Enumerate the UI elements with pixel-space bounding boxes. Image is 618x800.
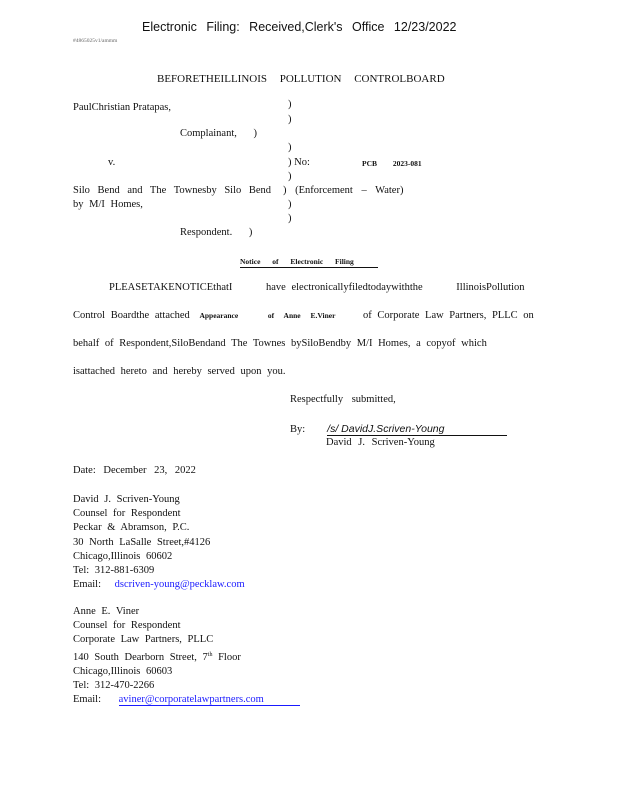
complainant-name: PaulChristian Pratapas, (73, 102, 171, 113)
counsel-address (73, 648, 300, 665)
complainant-label: Complainant, ) (180, 128, 257, 139)
caption-paren: ) (288, 99, 292, 110)
versus-label: v. (108, 157, 116, 168)
body-text: of Corporate Law Partners, PLLC on (363, 310, 534, 321)
counsel-role: Counsel for Respondent (73, 620, 181, 632)
caption-paren: ) (288, 213, 292, 224)
counsel-firm: Corporate Law Partners, PLLC (73, 634, 214, 646)
caption-paren: ) (288, 199, 292, 210)
counsel-role: Counsel for Respondent (73, 508, 181, 520)
counsel-name: Anne E. Viner (73, 606, 140, 617)
counsel-block-2 (73, 605, 300, 707)
body-line-3: behalf of Respondent,SiloBendand The Townes bySiloBendby M/I Homes, a copyof which (73, 338, 487, 349)
address-text: Floor (212, 651, 241, 663)
ordinal-suffix: th (207, 651, 213, 658)
notice-title: Notice of Electronic Filing (240, 257, 378, 268)
filing-stamp: Electronic Filing: Received,Clerk's Office 12/23/2022 (142, 20, 457, 34)
address-text: 140 South Dearborn Street, 7 (73, 651, 208, 663)
board-heading: BEFORETHEILLINOIS POLLUTION CONTROLBOARD (157, 73, 445, 85)
email-label: Email: (73, 694, 101, 706)
caption-paren: ) (288, 171, 292, 182)
document-id: #4865025v1/ammm (73, 38, 118, 44)
counsel-address: 30 North LaSalle Street,#4126 (73, 536, 211, 548)
signature-line (290, 423, 507, 436)
counsel-name: David J. Scriven-Young (73, 494, 180, 505)
body-line-4: isattached hereto and hereby served upon you. (73, 366, 286, 377)
counsel-email-row (73, 578, 245, 592)
email-link[interactable]: aviner@corporatelawpartners.com (119, 694, 300, 706)
case-number-value: PCB 2023-081 (362, 159, 422, 168)
email-link[interactable]: dscriven-young@pecklaw.com (114, 579, 245, 591)
counsel-email-row (73, 693, 300, 707)
body-text: have electronicallyfiledtodaywiththe (266, 282, 423, 293)
body-text: PLEASETAKENOTICEthatI (109, 282, 233, 293)
counsel-firm: Peckar & Abramson, P.C. (73, 522, 190, 534)
caption-paren: ) (288, 142, 292, 153)
respondent-name: Silo Bend and The Townesby Silo Bend (73, 185, 272, 196)
caption-paren: ) (288, 114, 292, 125)
counsel-city: Chicago,Illinois 60603 (73, 665, 173, 677)
respondent-label: Respondent. ) (180, 227, 253, 238)
counsel-tel: Tel: 312-470-2266 (73, 680, 155, 692)
counsel-tel: Tel: 312-881-6309 (73, 565, 155, 577)
counsel-city: Chicago,Illinois 60602 (73, 550, 173, 562)
email-label: Email: (73, 579, 101, 591)
counsel-block-1 (73, 493, 245, 592)
closing: Respectfully submitted, (290, 394, 396, 405)
body-line-1 (73, 282, 525, 293)
body-line-2 (73, 310, 534, 321)
signature-text: /s/ DavidJ.Scriven-Young (327, 423, 507, 436)
printed-name: David J. Scriven-Young (326, 437, 435, 448)
case-number-label: ) No: (288, 157, 310, 168)
respondent-name-cont: by M/I Homes, (73, 199, 143, 210)
date-line: Date: December 23, 2022 (73, 465, 196, 476)
body-text: IllinoisPollution (456, 282, 525, 293)
enforcement-label: ) (Enforcement – Water) (283, 185, 404, 196)
appearance-label: Appearance (199, 311, 239, 320)
body-text: of Anne E.Viner (267, 311, 336, 320)
by-label: By: (290, 424, 306, 435)
body-text: Control Boardthe attached (73, 310, 190, 321)
